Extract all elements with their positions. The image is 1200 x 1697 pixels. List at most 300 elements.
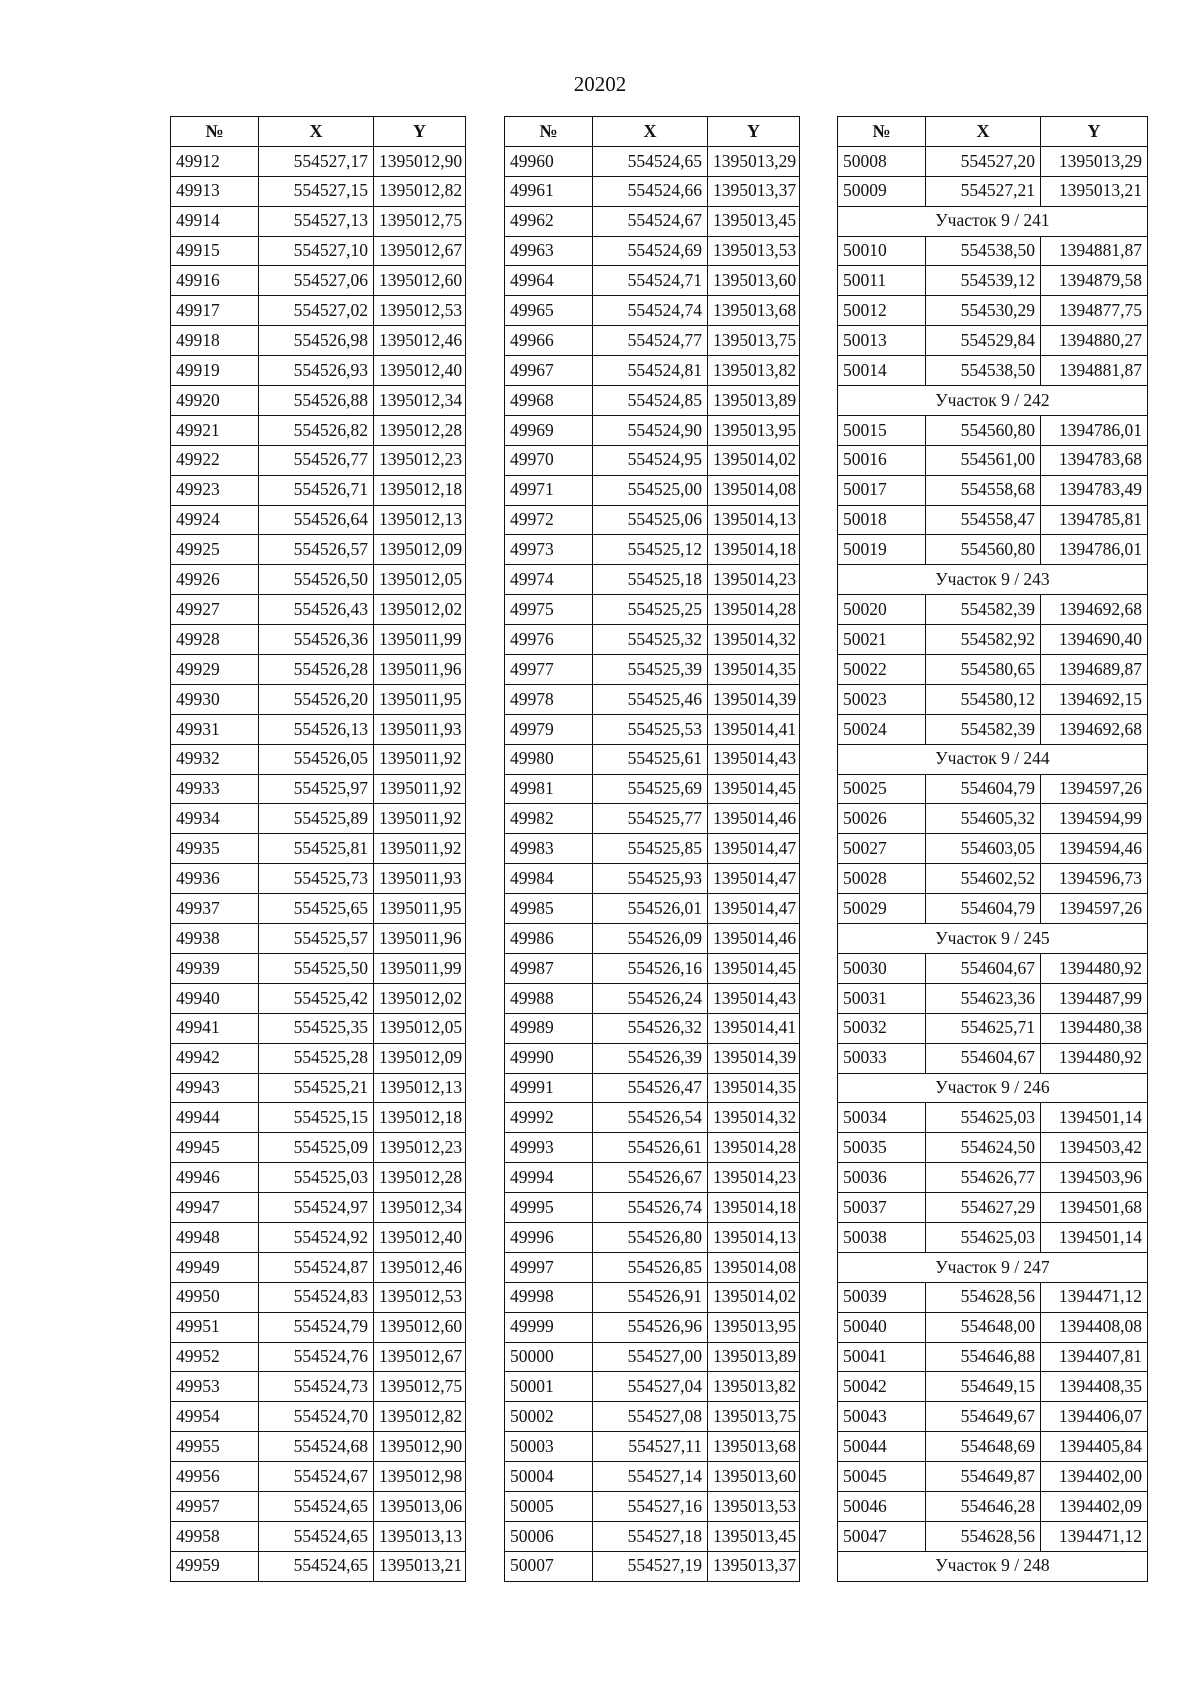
x-coordinate-cell: 554526,01 xyxy=(593,894,708,924)
point-number-cell: 49921 xyxy=(171,415,259,445)
x-coordinate-cell: 554525,65 xyxy=(259,894,374,924)
x-coordinate-cell: 554524,79 xyxy=(259,1312,374,1342)
y-coordinate-cell: 1394471,12 xyxy=(1041,1521,1148,1551)
table-row xyxy=(171,1402,466,1432)
table-row xyxy=(838,535,1148,565)
point-number-cell: 49970 xyxy=(505,445,593,475)
x-coordinate-cell: 554527,11 xyxy=(593,1432,708,1462)
x-coordinate-cell: 554526,71 xyxy=(259,475,374,505)
y-coordinate-cell: 1394881,87 xyxy=(1041,236,1148,266)
point-number-cell: 49995 xyxy=(505,1193,593,1223)
y-coordinate-cell: 1395012,75 xyxy=(374,206,466,236)
x-coordinate-cell: 554526,13 xyxy=(259,714,374,744)
point-number-cell: 50028 xyxy=(838,864,926,894)
page-number: 20202 xyxy=(573,72,627,96)
point-number-cell: 49943 xyxy=(171,1073,259,1103)
table-row xyxy=(171,505,466,535)
x-coordinate-cell: 554625,71 xyxy=(926,1013,1041,1043)
table-row xyxy=(505,894,800,924)
table-row xyxy=(171,655,466,685)
y-coordinate-cell: 1394783,68 xyxy=(1041,445,1148,475)
point-number-cell: 50042 xyxy=(838,1372,926,1402)
x-coordinate-cell: 554604,79 xyxy=(926,894,1041,924)
table-row xyxy=(838,684,1148,714)
point-number-cell: 49933 xyxy=(171,774,259,804)
y-coordinate-cell: 1395013,37 xyxy=(708,176,800,206)
x-coordinate-cell: 554526,43 xyxy=(259,595,374,625)
x-coordinate-cell: 554525,77 xyxy=(593,804,708,834)
table-row xyxy=(838,176,1148,206)
section-title: Участок 9 / 247 xyxy=(838,1252,1148,1282)
y-coordinate-cell: 1395013,45 xyxy=(708,1521,800,1551)
point-number-cell: 49983 xyxy=(505,834,593,864)
y-coordinate-cell: 1395012,28 xyxy=(374,1163,466,1193)
table-row xyxy=(838,595,1148,625)
point-number-cell: 49941 xyxy=(171,1013,259,1043)
table-header-row xyxy=(838,117,1148,147)
y-coordinate-cell: 1394596,73 xyxy=(1041,864,1148,894)
table-row xyxy=(505,834,800,864)
x-coordinate-cell: 554525,57 xyxy=(259,924,374,954)
y-coordinate-cell: 1394402,00 xyxy=(1041,1462,1148,1492)
y-coordinate-cell: 1395012,53 xyxy=(374,1282,466,1312)
y-coordinate-cell: 1395014,28 xyxy=(708,595,800,625)
point-number-cell: 50027 xyxy=(838,834,926,864)
table-row xyxy=(171,744,466,774)
y-coordinate-cell: 1394480,38 xyxy=(1041,1013,1148,1043)
x-coordinate-cell: 554526,39 xyxy=(593,1043,708,1073)
x-coordinate-cell: 554526,05 xyxy=(259,744,374,774)
x-coordinate-cell: 554649,87 xyxy=(926,1462,1041,1492)
x-coordinate-cell: 554526,47 xyxy=(593,1073,708,1103)
table-row xyxy=(171,146,466,176)
table-row xyxy=(171,1073,466,1103)
x-coordinate-cell: 554524,97 xyxy=(259,1193,374,1223)
table-row xyxy=(505,206,800,236)
table-row xyxy=(838,894,1148,924)
point-number-cell: 50015 xyxy=(838,415,926,445)
y-coordinate-cell: 1394408,35 xyxy=(1041,1372,1148,1402)
point-number-cell: 49930 xyxy=(171,684,259,714)
point-number-cell: 49991 xyxy=(505,1073,593,1103)
x-coordinate-cell: 554527,19 xyxy=(593,1551,708,1581)
x-coordinate-cell: 554524,76 xyxy=(259,1342,374,1372)
point-number-cell: 49994 xyxy=(505,1163,593,1193)
y-coordinate-cell: 1395013,53 xyxy=(708,236,800,266)
y-coordinate-cell: 1394880,27 xyxy=(1041,326,1148,356)
point-number-cell: 50000 xyxy=(505,1342,593,1372)
point-number-cell: 49965 xyxy=(505,296,593,326)
point-number-cell: 49916 xyxy=(171,266,259,296)
point-number-cell: 49925 xyxy=(171,535,259,565)
y-coordinate-cell: 1395012,05 xyxy=(374,565,466,595)
y-coordinate-cell: 1395012,67 xyxy=(374,1342,466,1372)
x-coordinate-cell: 554558,68 xyxy=(926,475,1041,505)
y-coordinate-cell: 1395013,75 xyxy=(708,1402,800,1432)
point-number-cell: 49936 xyxy=(171,864,259,894)
y-coordinate-cell: 1394503,96 xyxy=(1041,1163,1148,1193)
x-coordinate-cell: 554626,77 xyxy=(926,1163,1041,1193)
y-coordinate-cell: 1395014,46 xyxy=(708,924,800,954)
table-row xyxy=(505,744,800,774)
table-row xyxy=(505,565,800,595)
point-number-cell: 50018 xyxy=(838,505,926,535)
x-coordinate-cell: 554527,20 xyxy=(926,146,1041,176)
header-x: X xyxy=(259,117,374,147)
point-number-cell: 49934 xyxy=(171,804,259,834)
coordinate-table-2 xyxy=(504,116,800,1582)
table-row xyxy=(171,774,466,804)
table-row xyxy=(505,1521,800,1551)
point-number-cell: 49982 xyxy=(505,804,593,834)
point-number-cell: 49999 xyxy=(505,1312,593,1342)
x-coordinate-cell: 554525,46 xyxy=(593,684,708,714)
x-coordinate-cell: 554524,95 xyxy=(593,445,708,475)
x-coordinate-cell: 554525,12 xyxy=(593,535,708,565)
point-number-cell: 49974 xyxy=(505,565,593,595)
point-number-cell: 50043 xyxy=(838,1402,926,1432)
y-coordinate-cell: 1395011,92 xyxy=(374,834,466,864)
x-coordinate-cell: 554524,73 xyxy=(259,1372,374,1402)
x-coordinate-cell: 554524,65 xyxy=(259,1491,374,1521)
table-row xyxy=(171,924,466,954)
y-coordinate-cell: 1395011,95 xyxy=(374,894,466,924)
y-coordinate-cell: 1394480,92 xyxy=(1041,1043,1148,1073)
x-coordinate-cell: 554627,29 xyxy=(926,1193,1041,1223)
y-coordinate-cell: 1395014,13 xyxy=(708,505,800,535)
y-coordinate-cell: 1394692,15 xyxy=(1041,684,1148,714)
y-coordinate-cell: 1394786,01 xyxy=(1041,415,1148,445)
table-row xyxy=(838,1491,1148,1521)
table-row xyxy=(838,475,1148,505)
table-row xyxy=(171,1163,466,1193)
point-number-cell: 50037 xyxy=(838,1193,926,1223)
table-row xyxy=(171,1252,466,1282)
point-number-cell: 49940 xyxy=(171,983,259,1013)
x-coordinate-cell: 554524,65 xyxy=(593,146,708,176)
x-coordinate-cell: 554527,04 xyxy=(593,1372,708,1402)
y-coordinate-cell: 1395013,37 xyxy=(708,1551,800,1581)
table-row xyxy=(838,1402,1148,1432)
point-number-cell: 49917 xyxy=(171,296,259,326)
x-coordinate-cell: 554527,15 xyxy=(259,176,374,206)
y-coordinate-cell: 1394594,99 xyxy=(1041,804,1148,834)
x-coordinate-cell: 554527,10 xyxy=(259,236,374,266)
x-coordinate-cell: 554558,47 xyxy=(926,505,1041,535)
section-row xyxy=(838,1551,1148,1581)
table-row xyxy=(505,1462,800,1492)
point-number-cell: 50021 xyxy=(838,625,926,655)
y-coordinate-cell: 1395014,35 xyxy=(708,655,800,685)
y-coordinate-cell: 1395013,95 xyxy=(708,415,800,445)
table-row xyxy=(505,804,800,834)
y-coordinate-cell: 1394471,12 xyxy=(1041,1282,1148,1312)
header-y: Y xyxy=(1041,117,1148,147)
x-coordinate-cell: 554525,18 xyxy=(593,565,708,595)
y-coordinate-cell: 1395012,34 xyxy=(374,1193,466,1223)
x-coordinate-cell: 554524,74 xyxy=(593,296,708,326)
y-coordinate-cell: 1394879,58 xyxy=(1041,266,1148,296)
table-row xyxy=(171,595,466,625)
x-coordinate-cell: 554561,00 xyxy=(926,445,1041,475)
y-coordinate-cell: 1395014,18 xyxy=(708,1193,800,1223)
table-row xyxy=(838,625,1148,655)
x-coordinate-cell: 554526,32 xyxy=(593,1013,708,1043)
y-coordinate-cell: 1395012,13 xyxy=(374,505,466,535)
y-coordinate-cell: 1395013,82 xyxy=(708,1372,800,1402)
table-row xyxy=(838,1013,1148,1043)
point-number-cell: 49927 xyxy=(171,595,259,625)
point-number-cell: 49946 xyxy=(171,1163,259,1193)
y-coordinate-cell: 1394881,87 xyxy=(1041,356,1148,386)
table-row xyxy=(838,236,1148,266)
point-number-cell: 50009 xyxy=(838,176,926,206)
table-row xyxy=(171,1462,466,1492)
point-number-cell: 49931 xyxy=(171,714,259,744)
point-number-cell: 49922 xyxy=(171,445,259,475)
table-row xyxy=(505,1402,800,1432)
point-number-cell: 49945 xyxy=(171,1133,259,1163)
x-coordinate-cell: 554526,20 xyxy=(259,684,374,714)
point-number-cell: 49972 xyxy=(505,505,593,535)
y-coordinate-cell: 1395011,96 xyxy=(374,655,466,685)
y-coordinate-cell: 1395012,02 xyxy=(374,983,466,1013)
x-coordinate-cell: 554525,97 xyxy=(259,774,374,804)
x-coordinate-cell: 554525,09 xyxy=(259,1133,374,1163)
x-coordinate-cell: 554527,06 xyxy=(259,266,374,296)
x-coordinate-cell: 554625,03 xyxy=(926,1103,1041,1133)
y-coordinate-cell: 1395012,13 xyxy=(374,1073,466,1103)
y-coordinate-cell: 1394877,75 xyxy=(1041,296,1148,326)
table-row xyxy=(171,1432,466,1462)
point-number-cell: 49929 xyxy=(171,655,259,685)
x-coordinate-cell: 554525,39 xyxy=(593,655,708,685)
y-coordinate-cell: 1395013,89 xyxy=(708,1342,800,1372)
section-row xyxy=(838,1073,1148,1103)
y-coordinate-cell: 1395014,45 xyxy=(708,774,800,804)
y-coordinate-cell: 1395013,13 xyxy=(374,1521,466,1551)
point-number-cell: 49954 xyxy=(171,1402,259,1432)
y-coordinate-cell: 1395012,05 xyxy=(374,1013,466,1043)
table-row xyxy=(838,983,1148,1013)
y-coordinate-cell: 1395011,93 xyxy=(374,714,466,744)
point-number-cell: 49976 xyxy=(505,625,593,655)
table-row xyxy=(505,236,800,266)
y-coordinate-cell: 1395014,23 xyxy=(708,1163,800,1193)
y-coordinate-cell: 1394408,08 xyxy=(1041,1312,1148,1342)
table-row xyxy=(171,206,466,236)
x-coordinate-cell: 554526,61 xyxy=(593,1133,708,1163)
y-coordinate-cell: 1395012,90 xyxy=(374,146,466,176)
x-coordinate-cell: 554526,16 xyxy=(593,953,708,983)
x-coordinate-cell: 554527,00 xyxy=(593,1342,708,1372)
point-number-cell: 49978 xyxy=(505,684,593,714)
table-row xyxy=(505,1103,800,1133)
table-row xyxy=(838,505,1148,535)
table-row xyxy=(505,356,800,386)
y-coordinate-cell: 1395012,82 xyxy=(374,176,466,206)
table-row xyxy=(505,1163,800,1193)
x-coordinate-cell: 554526,85 xyxy=(593,1252,708,1282)
table-row xyxy=(838,774,1148,804)
point-number-cell: 50025 xyxy=(838,774,926,804)
point-number-cell: 49959 xyxy=(171,1551,259,1581)
table-row xyxy=(171,1551,466,1581)
point-number-cell: 49967 xyxy=(505,356,593,386)
section-title: Участок 9 / 246 xyxy=(838,1073,1148,1103)
point-number-cell: 50004 xyxy=(505,1462,593,1492)
x-coordinate-cell: 554526,09 xyxy=(593,924,708,954)
y-coordinate-cell: 1395014,02 xyxy=(708,445,800,475)
table-row xyxy=(838,1521,1148,1551)
y-coordinate-cell: 1395013,60 xyxy=(708,266,800,296)
table-row xyxy=(838,1312,1148,1342)
point-number-cell: 50007 xyxy=(505,1551,593,1581)
table-row xyxy=(505,1013,800,1043)
y-coordinate-cell: 1395014,47 xyxy=(708,864,800,894)
table-row xyxy=(838,1372,1148,1402)
point-number-cell: 49987 xyxy=(505,953,593,983)
point-number-cell: 49932 xyxy=(171,744,259,774)
table-row xyxy=(505,953,800,983)
table-row xyxy=(171,1013,466,1043)
table-row xyxy=(171,1043,466,1073)
x-coordinate-cell: 554526,36 xyxy=(259,625,374,655)
point-number-cell: 49990 xyxy=(505,1043,593,1073)
y-coordinate-cell: 1395011,92 xyxy=(374,774,466,804)
x-coordinate-cell: 554526,67 xyxy=(593,1163,708,1193)
point-number-cell: 49973 xyxy=(505,535,593,565)
x-coordinate-cell: 554527,13 xyxy=(259,206,374,236)
section-row xyxy=(838,1252,1148,1282)
point-number-cell: 50020 xyxy=(838,595,926,625)
y-coordinate-cell: 1394501,14 xyxy=(1041,1222,1148,1252)
section-row xyxy=(838,744,1148,774)
table-row xyxy=(171,475,466,505)
table-row xyxy=(838,1043,1148,1073)
x-coordinate-cell: 554524,81 xyxy=(593,356,708,386)
y-coordinate-cell: 1395011,96 xyxy=(374,924,466,954)
point-number-cell: 50032 xyxy=(838,1013,926,1043)
table-row xyxy=(171,565,466,595)
table-row xyxy=(505,296,800,326)
x-coordinate-cell: 554524,85 xyxy=(593,386,708,416)
point-number-cell: 49955 xyxy=(171,1432,259,1462)
y-coordinate-cell: 1395012,34 xyxy=(374,386,466,416)
x-coordinate-cell: 554527,16 xyxy=(593,1491,708,1521)
table-row xyxy=(171,983,466,1013)
x-coordinate-cell: 554525,53 xyxy=(593,714,708,744)
table-row xyxy=(838,1133,1148,1163)
x-coordinate-cell: 554526,80 xyxy=(593,1222,708,1252)
point-number-cell: 49944 xyxy=(171,1103,259,1133)
point-number-cell: 50016 xyxy=(838,445,926,475)
point-number-cell: 50023 xyxy=(838,684,926,714)
y-coordinate-cell: 1395014,13 xyxy=(708,1222,800,1252)
table-header-row xyxy=(505,117,800,147)
table-row xyxy=(505,1252,800,1282)
x-coordinate-cell: 554524,67 xyxy=(259,1462,374,1492)
table-row xyxy=(505,1432,800,1462)
table-row xyxy=(838,1163,1148,1193)
x-coordinate-cell: 554625,03 xyxy=(926,1222,1041,1252)
table-row xyxy=(838,834,1148,864)
point-number-cell: 49948 xyxy=(171,1222,259,1252)
x-coordinate-cell: 554628,56 xyxy=(926,1282,1041,1312)
y-coordinate-cell: 1394480,92 xyxy=(1041,953,1148,983)
point-number-cell: 49912 xyxy=(171,146,259,176)
table-row xyxy=(505,1043,800,1073)
y-coordinate-cell: 1394689,87 xyxy=(1041,655,1148,685)
y-coordinate-cell: 1395014,08 xyxy=(708,475,800,505)
y-coordinate-cell: 1395011,99 xyxy=(374,953,466,983)
table-row xyxy=(838,1222,1148,1252)
y-coordinate-cell: 1394407,81 xyxy=(1041,1342,1148,1372)
y-coordinate-cell: 1395013,21 xyxy=(1041,176,1148,206)
table-row xyxy=(838,714,1148,744)
table-row xyxy=(171,356,466,386)
point-number-cell: 50013 xyxy=(838,326,926,356)
point-number-cell: 50005 xyxy=(505,1491,593,1521)
y-coordinate-cell: 1394406,07 xyxy=(1041,1402,1148,1432)
y-coordinate-cell: 1395014,41 xyxy=(708,714,800,744)
point-number-cell: 49968 xyxy=(505,386,593,416)
table-row xyxy=(171,684,466,714)
table-row xyxy=(171,1342,466,1372)
table-row xyxy=(838,1342,1148,1372)
x-coordinate-cell: 554527,02 xyxy=(259,296,374,326)
x-coordinate-cell: 554524,67 xyxy=(593,206,708,236)
header-number: № xyxy=(171,117,259,147)
point-number-cell: 50024 xyxy=(838,714,926,744)
table-row xyxy=(505,595,800,625)
section-row xyxy=(838,924,1148,954)
x-coordinate-cell: 554648,69 xyxy=(926,1432,1041,1462)
coordinate-table-3 xyxy=(837,116,1148,1582)
point-number-cell: 49966 xyxy=(505,326,593,356)
point-number-cell: 50033 xyxy=(838,1043,926,1073)
x-coordinate-cell: 554580,12 xyxy=(926,684,1041,714)
y-coordinate-cell: 1395011,93 xyxy=(374,864,466,894)
y-coordinate-cell: 1395014,08 xyxy=(708,1252,800,1282)
y-coordinate-cell: 1395012,23 xyxy=(374,1133,466,1163)
point-number-cell: 49913 xyxy=(171,176,259,206)
y-coordinate-cell: 1395012,40 xyxy=(374,356,466,386)
x-coordinate-cell: 554526,91 xyxy=(593,1282,708,1312)
table-row xyxy=(505,1312,800,1342)
y-coordinate-cell: 1395014,02 xyxy=(708,1282,800,1312)
x-coordinate-cell: 554560,80 xyxy=(926,415,1041,445)
table-row xyxy=(171,953,466,983)
y-coordinate-cell: 1395012,28 xyxy=(374,415,466,445)
point-number-cell: 50040 xyxy=(838,1312,926,1342)
table-row xyxy=(171,1521,466,1551)
x-coordinate-cell: 554646,88 xyxy=(926,1342,1041,1372)
point-number-cell: 50019 xyxy=(838,535,926,565)
y-coordinate-cell: 1395013,21 xyxy=(374,1551,466,1581)
table-row xyxy=(505,655,800,685)
y-coordinate-cell: 1394692,68 xyxy=(1041,714,1148,744)
table-row xyxy=(505,924,800,954)
x-coordinate-cell: 554648,00 xyxy=(926,1312,1041,1342)
table-row xyxy=(838,356,1148,386)
x-coordinate-cell: 554602,52 xyxy=(926,864,1041,894)
x-coordinate-cell: 554525,81 xyxy=(259,834,374,864)
header-y: Y xyxy=(374,117,466,147)
y-coordinate-cell: 1395012,60 xyxy=(374,266,466,296)
table-row xyxy=(505,266,800,296)
y-coordinate-cell: 1395014,43 xyxy=(708,983,800,1013)
